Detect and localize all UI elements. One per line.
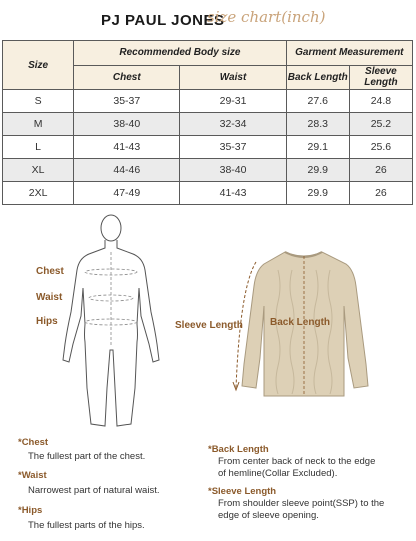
body-silhouette-figure <box>55 212 167 432</box>
col-waist: Waist <box>180 65 286 90</box>
back-length-title: *Back Length <box>208 444 269 455</box>
back-length-text-1: From center back of neck to the edge <box>218 456 376 467</box>
chest-text: The fullest part of the chest. <box>28 451 146 462</box>
hips-title: *Hips <box>18 505 43 516</box>
cell-chest: 47-49 <box>74 182 180 205</box>
figure-label-chest: Chest <box>36 266 64 277</box>
figure-label-sleeve-length: Sleeve Length <box>175 320 243 331</box>
figure-label-back-length: Back Length <box>270 317 331 328</box>
hips-text: The fullest parts of the hips. <box>28 520 145 531</box>
table-row <box>3 136 413 159</box>
cell-waist: 32-34 <box>180 113 286 136</box>
cell-waist: 38-40 <box>180 159 286 182</box>
cell-sleeve-length: 26 <box>349 182 412 205</box>
cell-size: M <box>3 113 74 136</box>
garment-group-header: Garment Measurement <box>286 41 412 66</box>
waist-title: *Waist <box>18 470 47 481</box>
col-back-length: Back Length <box>286 65 349 90</box>
figure-label-hips: Hips <box>36 316 58 327</box>
cell-chest: 35-37 <box>74 90 180 113</box>
cell-back-length: 29.9 <box>286 159 349 182</box>
table-row <box>3 113 413 136</box>
cell-back-length: 27.6 <box>286 90 349 113</box>
cell-size: XL <box>3 159 74 182</box>
back-length-text-2: of hemline(Collar Excluded). <box>218 468 338 479</box>
size-table <box>2 40 413 205</box>
cell-sleeve-length: 24.8 <box>349 90 412 113</box>
table-row <box>3 159 413 182</box>
brand-name: PJ PAUL JONES <box>101 12 225 29</box>
sleeve-length-text-2: edge of sleeve opening. <box>218 510 319 521</box>
cell-back-length: 29.9 <box>286 182 349 205</box>
size-header: Size <box>3 41 74 90</box>
chart-title: size chart(inch) <box>207 8 326 26</box>
cell-size: L <box>3 136 74 159</box>
table-row <box>3 182 413 205</box>
col-sleeve-length: Sleeve Length <box>349 65 412 90</box>
body-size-group-header: Recommended Body size <box>74 41 287 66</box>
figure-label-waist: Waist <box>36 292 63 303</box>
cell-back-length: 28.3 <box>286 113 349 136</box>
cell-waist: 35-37 <box>180 136 286 159</box>
page-header <box>0 6 416 36</box>
cell-chest: 41-43 <box>74 136 180 159</box>
waist-text: Narrowest part of natural waist. <box>28 485 160 496</box>
chest-title: *Chest <box>18 437 49 448</box>
cell-back-length: 29.1 <box>286 136 349 159</box>
table-row <box>3 90 413 113</box>
col-chest: Chest <box>74 65 180 90</box>
cell-size: 2XL <box>3 182 74 205</box>
cell-chest: 38-40 <box>74 113 180 136</box>
cell-size: S <box>3 90 74 113</box>
cell-sleeve-length: 26 <box>349 159 412 182</box>
cell-waist: 41-43 <box>180 182 286 205</box>
sleeve-length-text-1: From shoulder sleeve point(SSP) to the <box>218 498 385 509</box>
cell-sleeve-length: 25.6 <box>349 136 412 159</box>
sleeve-length-title: *Sleeve Length <box>208 486 277 497</box>
cell-waist: 29-31 <box>180 90 286 113</box>
cell-sleeve-length: 25.2 <box>349 113 412 136</box>
cell-chest: 44-46 <box>74 159 180 182</box>
